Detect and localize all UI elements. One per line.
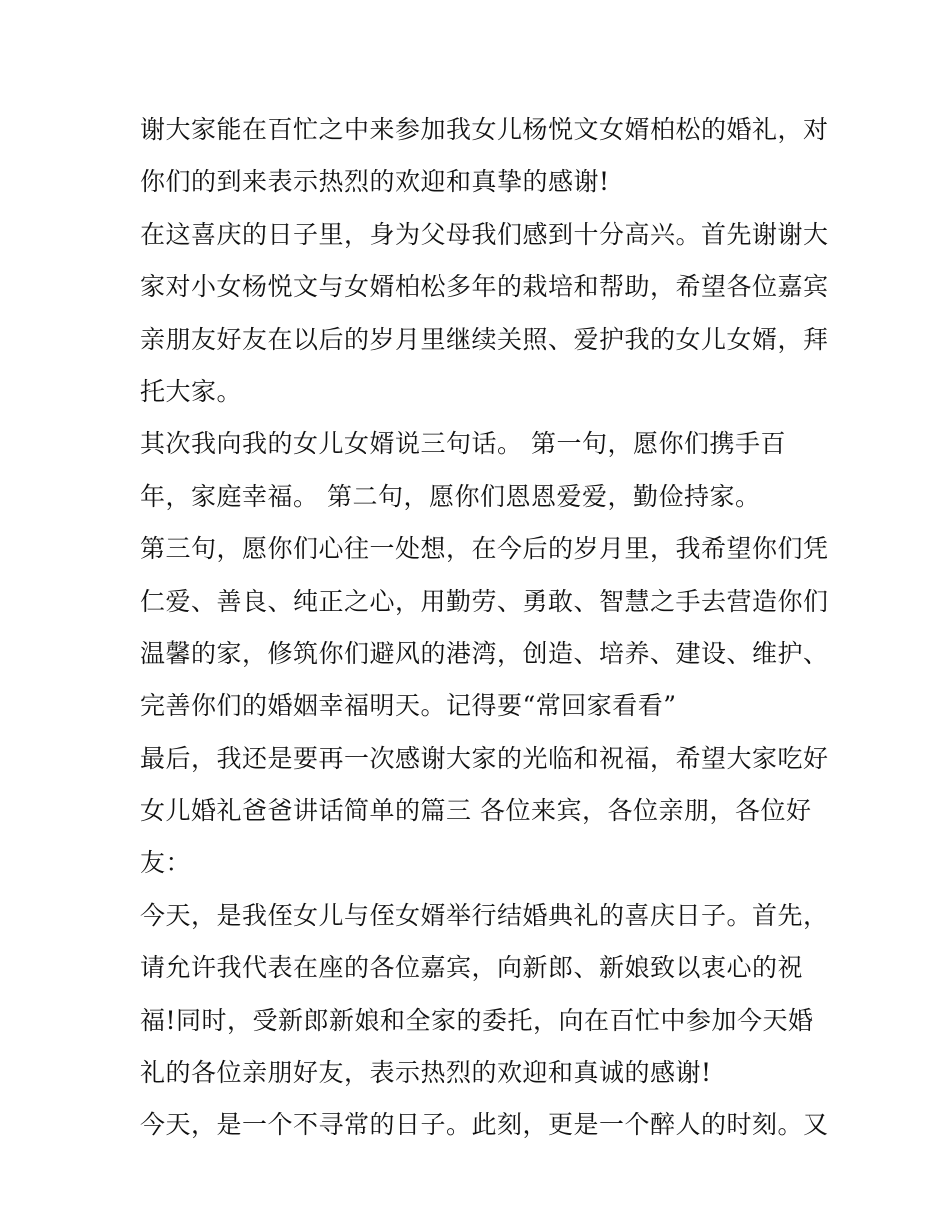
document-body	[140, 104, 829, 1152]
text-line: 女儿婚礼爸爸讲话简单的篇三 各位来宾，各位亲朋，各位好	[140, 796, 812, 826]
text-line: 福!同时，受新郎新娘和全家的委托，向在百忙中参加今天婚	[140, 1005, 814, 1035]
text-line: 礼的各位亲朋好友，表示热烈的欢迎和真诚的感谢!	[140, 1058, 712, 1088]
text-line: 今天，是一个不寻常的日子。此刻，更是一个醉人的时刻。又	[140, 1110, 829, 1140]
text-line: 年，家庭幸福。 第二句，愿你们恩恩爱爱，勤俭持家。	[140, 481, 761, 511]
text-line: 其次我向我的女儿女婿说三句话。 第一句，愿你们携手百	[140, 429, 786, 459]
text-line: 家对小女杨悦文与女婿柏松多年的栽培和帮助，希望各位嘉宾	[140, 272, 829, 302]
text-line: 完善你们的婚姻幸福明天。记得要“常回家看看”	[140, 691, 677, 721]
text-line: 温馨的家，修筑你们避风的港湾，创造、培养、建设、维护、	[140, 638, 829, 668]
text-line: 友：	[140, 848, 192, 878]
text-line: 谢大家能在百忙之中来参加我女儿杨悦文女婿柏松的婚礼，对	[140, 115, 829, 144]
text-line: 在这喜庆的日子里，身为父母我们感到十分高兴。首先谢谢大	[140, 219, 829, 249]
text-line: 亲朋友好友在以后的岁月里继续关照、爱护我的女儿女婿，拜	[140, 324, 829, 354]
text-line: 托大家。	[140, 376, 243, 406]
text-line: 今天，是我侄女儿与侄女婿举行结婚典礼的喜庆日子。首先，	[140, 900, 829, 930]
text-line: 请允许我代表在座的各位嘉宾，向新郎、新娘致以衷心的祝	[140, 953, 804, 983]
text-line: 你们的到来表示热烈的欢迎和真挚的感谢!	[140, 167, 610, 197]
text-line: 第三句，愿你们心往一处想，在今后的岁月里，我希望你们凭	[140, 534, 829, 564]
text-line: 仁爱、善良、纯正之心，用勤劳、勇敢、智慧之手去营造你们	[140, 586, 829, 616]
text-line: 最后，我还是要再一次感谢大家的光临和祝福，希望大家吃好	[140, 743, 829, 773]
